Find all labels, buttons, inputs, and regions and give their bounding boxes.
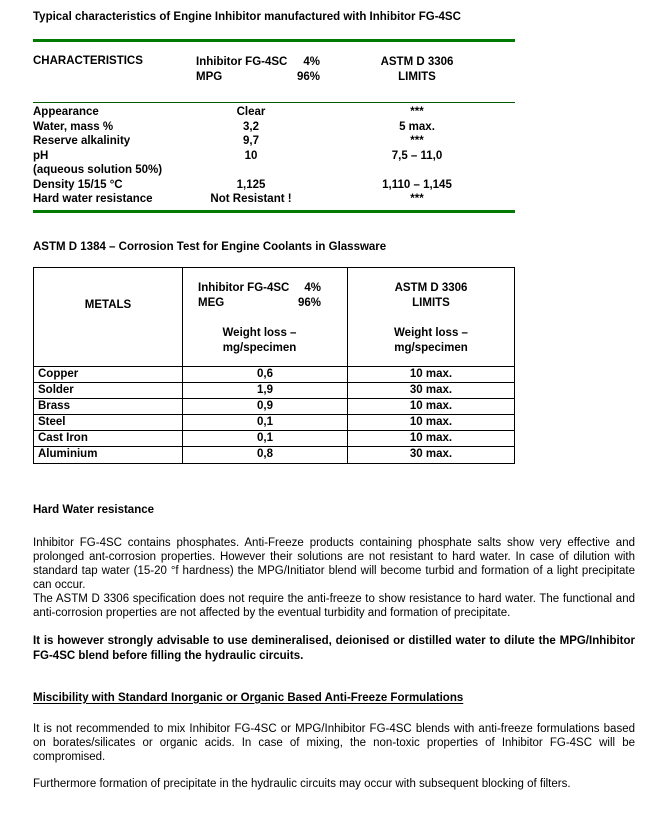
characteristics-table [33,39,515,213]
weight-loss-line2: mg/specimen [394,341,468,354]
row-name-line1: pH [33,149,49,162]
metal-loss: 0,9 [183,399,348,414]
page-title: Typical characteristics of Engine Inhibitor manufactured with Inhibitor FG-4SC [33,11,461,23]
row-name-note: (aqueous solution 50%) [33,164,163,176]
row-name: Appearance [33,106,99,118]
table-row [34,383,514,399]
row-value: 10 [244,149,258,162]
header-limits-column [348,268,514,366]
corrosion-table [33,267,515,464]
metal-loss: 0,8 [183,447,348,463]
table-row [33,105,515,120]
row-limit: 1,110 – 1,145 [382,178,452,191]
miscibility-paragraph-1: It is not recommended to mix Inhibitor FG-4SC or MPG/Inhibitor FG-4SC blends with anti-freeze formulations based on borates/silicates or organic acids. In case of mixing, the non-toxic properties of Inhibitor FG-4SC will be compromised. [33,722,635,763]
metal-name: Steel [34,415,183,430]
header-limits-column [319,55,515,85]
table-row [33,192,515,207]
metal-limit: 30 max. [409,447,453,460]
header-base-pct: 96% [297,296,321,309]
characteristics-table-body [33,103,515,210]
metal-loss: 0,1 [183,431,348,446]
row-value: 3,2 [243,120,259,133]
metal-limit: 10 max. [409,399,453,412]
header-product-pct: 4% [303,56,320,68]
table-row [33,134,515,149]
row-limit: 5 max. [399,120,435,133]
row-limit: *** [410,106,424,118]
weight-loss-line1: Weight loss – [222,326,297,339]
corrosion-table-header [34,268,514,367]
row-name: Hard water resistance [33,193,153,205]
header-base-name: MPG [196,71,223,83]
metal-limit: 10 max. [409,415,453,428]
miscibility-paragraph-2: Furthermore formation of precipitate in the hydraulic circuits may occur with subsequent blocking of filters. [33,777,571,790]
metal-limit: 10 max. [409,431,453,444]
header-product-name: Inhibitor FG-4SC [196,56,288,68]
metal-name: Cast Iron [34,431,183,446]
metal-loss: 0,1 [183,415,348,430]
table-row [34,431,514,447]
metal-name: Solder [34,383,183,398]
header-characteristics: CHARACTERISTICS [33,55,143,67]
row-value: 9,7 [243,135,259,147]
header-base-pct: 96% [296,71,320,83]
row-value: Not Resistant ! [210,193,292,205]
metal-name: Brass [34,399,183,414]
hard-water-paragraph-1: Inhibitor FG-4SC contains phosphates. Anti-Freeze products containing phosphate salts show very effective and prolonged ant-corrosion properties. However their solutions are not resistant to hard water. In case of dilution with standard tap water (15-20 °f hardness) the MPG/Initiator blend will become turbid and formation of a light precipitate can occur. [33,536,635,591]
header-limits-line1: ASTM D 3306 [380,56,454,68]
corrosion-section-heading: ASTM D 1384 – Corrosion Test for Engine Coolants in Glassware [33,240,387,253]
metal-limit: 30 max. [409,383,453,396]
row-name [33,149,183,178]
row-limit: 7,5 – 11,0 [391,149,443,162]
table-row [34,415,514,431]
header-product-column [183,268,348,366]
header-limits-line2: LIMITS [398,71,436,83]
row-name: Density 15/15 °C [33,178,123,191]
header-product-name: Inhibitor FG-4SC [198,281,290,294]
row-value: 1,125 [236,178,266,191]
hard-water-paragraph-2: The ASTM D 3306 specification does not require the anti-freeze to show resistance to hard water. The functional and anti-corrosion properties are not affected by the eventual turbidity and formation of precipitate. [33,592,635,619]
header-product-pct: 4% [304,281,321,294]
hard-water-heading: Hard Water resistance [33,503,155,516]
table-row [34,367,514,383]
advisory-paragraph: It is however strongly advisable to use demineralised, deionised or distilled water to dilute the MPG/Inhibitor FG-4SC blend before filling the hydraulic circuits. [33,634,635,662]
row-name: Water, mass % [33,120,114,133]
metal-name: Aluminium [34,447,183,463]
header-base-name: MEG [198,296,225,309]
weight-loss-line2: mg/specimen [222,341,297,354]
table-row [33,178,515,193]
header-limits-line1: ASTM D 3306 [394,281,468,294]
metal-limit: 10 max. [409,367,453,380]
metal-name: Copper [34,367,183,382]
miscibility-heading: Miscibility with Standard Inorganic or Organic Based Anti-Freeze Formulations [33,691,464,704]
characteristics-table-header [33,42,515,103]
row-limit: *** [410,193,424,205]
metal-loss: 1,9 [183,383,348,398]
weight-loss-line1: Weight loss – [394,326,468,339]
metal-loss: 0,6 [183,367,348,382]
header-limits-line2: LIMITS [412,296,450,309]
table-row [34,399,514,415]
header-metals: METALS [34,268,183,366]
table-row [33,120,515,135]
header-weight-loss [348,326,514,356]
header-product-column [183,55,319,85]
row-value: Clear [236,106,266,118]
header-weight-loss [198,326,321,356]
table-row [33,149,515,178]
table-row [34,447,514,463]
row-name: Reserve alkalinity [33,135,131,147]
row-limit: *** [410,135,424,147]
